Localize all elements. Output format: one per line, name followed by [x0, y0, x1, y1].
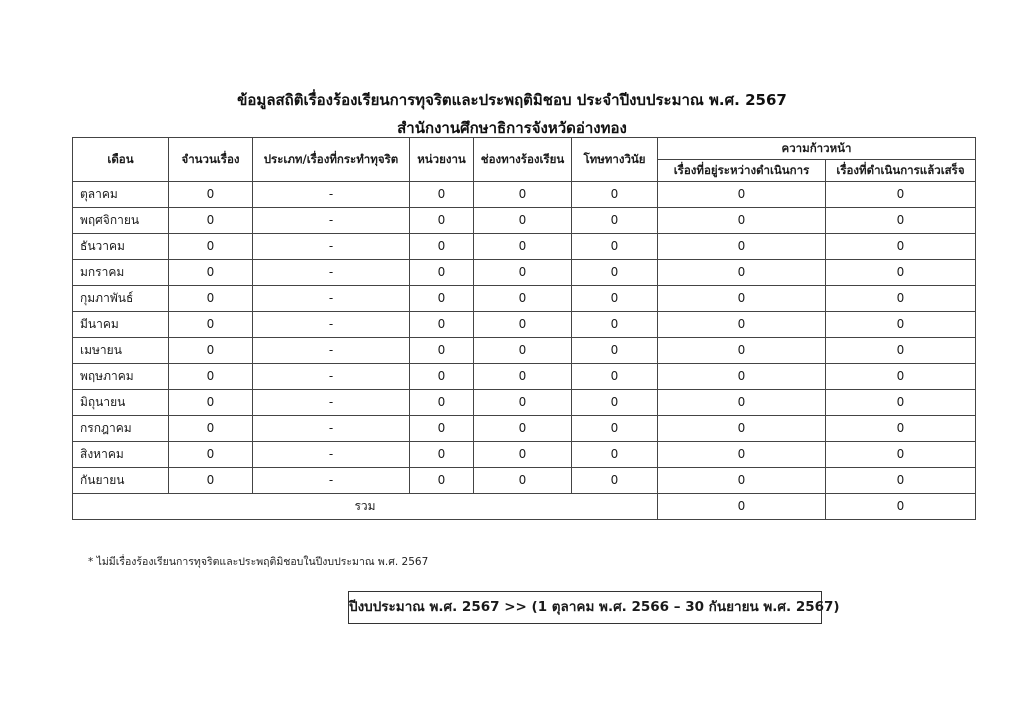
cell-completed: 0	[826, 182, 976, 208]
cell-agency: 0	[410, 208, 474, 234]
cell-penalty: 0	[572, 390, 658, 416]
cell-completed: 0	[826, 338, 976, 364]
cell-completed: 0	[826, 416, 976, 442]
cell-in-progress: 0	[658, 390, 826, 416]
table-row	[73, 260, 976, 286]
header-month: เดือน	[73, 138, 169, 182]
cell-type: -	[253, 416, 410, 442]
cell-agency: 0	[410, 390, 474, 416]
cell-count: 0	[169, 208, 253, 234]
cell-count: 0	[169, 182, 253, 208]
cell-agency: 0	[410, 234, 474, 260]
cell-in-progress: 0	[658, 234, 826, 260]
total-label: รวม	[73, 494, 658, 520]
header-agency: หน่วยงาน	[410, 138, 474, 182]
cell-type: -	[253, 364, 410, 390]
cell-channel: 0	[474, 390, 572, 416]
cell-type: -	[253, 338, 410, 364]
cell-agency: 0	[410, 338, 474, 364]
header-channel: ช่องทางร้องเรียน	[474, 138, 572, 182]
cell-completed: 0	[826, 364, 976, 390]
cell-agency: 0	[410, 442, 474, 468]
table-row	[73, 468, 976, 494]
cell-penalty: 0	[572, 234, 658, 260]
cell-in-progress: 0	[658, 208, 826, 234]
cell-channel: 0	[474, 260, 572, 286]
cell-penalty: 0	[572, 286, 658, 312]
total-row	[73, 494, 976, 520]
cell-completed: 0	[826, 468, 976, 494]
fiscal-year-box: ปีงบประมาณ พ.ศ. 2567 >> (1 ตุลาคม พ.ศ. 2566 – 30 กันยายน พ.ศ. 2567)	[348, 591, 822, 624]
cell-completed: 0	[826, 442, 976, 468]
cell-penalty: 0	[572, 260, 658, 286]
page-subtitle: สำนักงานศึกษาธิการจังหวัดอ่างทอง	[397, 119, 627, 137]
cell-penalty: 0	[572, 338, 658, 364]
cell-penalty: 0	[572, 442, 658, 468]
cell-in-progress: 0	[658, 416, 826, 442]
page-title: ข้อมูลสถิติเรื่องร้องเรียนการทุจริตและประพฤติมิชอบ ประจำปีงบประมาณ พ.ศ. 2567	[237, 91, 787, 109]
cell-count: 0	[169, 364, 253, 390]
cell-month: พฤศจิกายน	[73, 208, 169, 234]
cell-count: 0	[169, 286, 253, 312]
cell-type: -	[253, 208, 410, 234]
cell-in-progress: 0	[658, 260, 826, 286]
cell-agency: 0	[410, 468, 474, 494]
cell-channel: 0	[474, 182, 572, 208]
cell-count: 0	[169, 338, 253, 364]
cell-penalty: 0	[572, 364, 658, 390]
cell-type: -	[253, 468, 410, 494]
cell-channel: 0	[474, 442, 572, 468]
cell-month: ตุลาคม	[73, 182, 169, 208]
header-count: จำนวนเรื่อง	[169, 138, 253, 182]
cell-channel: 0	[474, 234, 572, 260]
cell-completed: 0	[826, 390, 976, 416]
cell-month: พฤษภาคม	[73, 364, 169, 390]
cell-channel: 0	[474, 416, 572, 442]
cell-month: มีนาคม	[73, 312, 169, 338]
header-progress: ความก้าวหน้า	[658, 138, 976, 160]
total-in-progress: 0	[658, 494, 826, 520]
table-row	[73, 234, 976, 260]
cell-in-progress: 0	[658, 442, 826, 468]
cell-penalty: 0	[572, 468, 658, 494]
cell-type: -	[253, 390, 410, 416]
footnote: * ไม่มีเรื่องร้องเรียนการทุจริตและประพฤติมิชอบในปีงบประมาณ พ.ศ. 2567	[88, 556, 429, 568]
cell-channel: 0	[474, 338, 572, 364]
cell-type: -	[253, 312, 410, 338]
cell-count: 0	[169, 442, 253, 468]
header-penalty: โทษทางวินัย	[572, 138, 658, 182]
cell-completed: 0	[826, 208, 976, 234]
cell-channel: 0	[474, 468, 572, 494]
cell-month: เมษายน	[73, 338, 169, 364]
cell-month: สิงหาคม	[73, 442, 169, 468]
cell-completed: 0	[826, 286, 976, 312]
cell-type: -	[253, 260, 410, 286]
cell-in-progress: 0	[658, 182, 826, 208]
cell-agency: 0	[410, 260, 474, 286]
total-completed: 0	[826, 494, 976, 520]
cell-month: กันยายน	[73, 468, 169, 494]
header-completed: เรื่องที่ดำเนินการแล้วเสร็จ	[826, 160, 976, 182]
cell-channel: 0	[474, 286, 572, 312]
cell-completed: 0	[826, 234, 976, 260]
cell-month: กรกฎาคม	[73, 416, 169, 442]
cell-agency: 0	[410, 364, 474, 390]
cell-completed: 0	[826, 260, 976, 286]
header-in-progress: เรื่องที่อยู่ระหว่างดำเนินการ	[658, 160, 826, 182]
cell-channel: 0	[474, 208, 572, 234]
cell-count: 0	[169, 468, 253, 494]
cell-in-progress: 0	[658, 364, 826, 390]
cell-in-progress: 0	[658, 338, 826, 364]
table-row	[73, 182, 976, 208]
cell-month: กุมภาพันธ์	[73, 286, 169, 312]
cell-type: -	[253, 182, 410, 208]
cell-count: 0	[169, 260, 253, 286]
header-type: ประเภท/เรื่องที่กระทำทุจริต	[253, 138, 410, 182]
table-row	[73, 442, 976, 468]
cell-month: มกราคม	[73, 260, 169, 286]
cell-penalty: 0	[572, 312, 658, 338]
table-row	[73, 390, 976, 416]
cell-channel: 0	[474, 364, 572, 390]
cell-agency: 0	[410, 182, 474, 208]
cell-penalty: 0	[572, 182, 658, 208]
cell-type: -	[253, 286, 410, 312]
table-row	[73, 286, 976, 312]
table-row	[73, 416, 976, 442]
cell-penalty: 0	[572, 208, 658, 234]
cell-penalty: 0	[572, 416, 658, 442]
cell-in-progress: 0	[658, 286, 826, 312]
cell-month: มิถุนายน	[73, 390, 169, 416]
cell-count: 0	[169, 390, 253, 416]
cell-agency: 0	[410, 416, 474, 442]
cell-month: ธันวาคม	[73, 234, 169, 260]
cell-agency: 0	[410, 286, 474, 312]
table-row	[73, 338, 976, 364]
cell-count: 0	[169, 312, 253, 338]
cell-completed: 0	[826, 312, 976, 338]
complaint-statistics-table	[72, 137, 976, 520]
cell-type: -	[253, 442, 410, 468]
cell-in-progress: 0	[658, 312, 826, 338]
table-row	[73, 364, 976, 390]
cell-channel: 0	[474, 312, 572, 338]
cell-count: 0	[169, 416, 253, 442]
cell-in-progress: 0	[658, 468, 826, 494]
table-row	[73, 312, 976, 338]
cell-count: 0	[169, 234, 253, 260]
cell-agency: 0	[410, 312, 474, 338]
cell-type: -	[253, 234, 410, 260]
table-row	[73, 208, 976, 234]
